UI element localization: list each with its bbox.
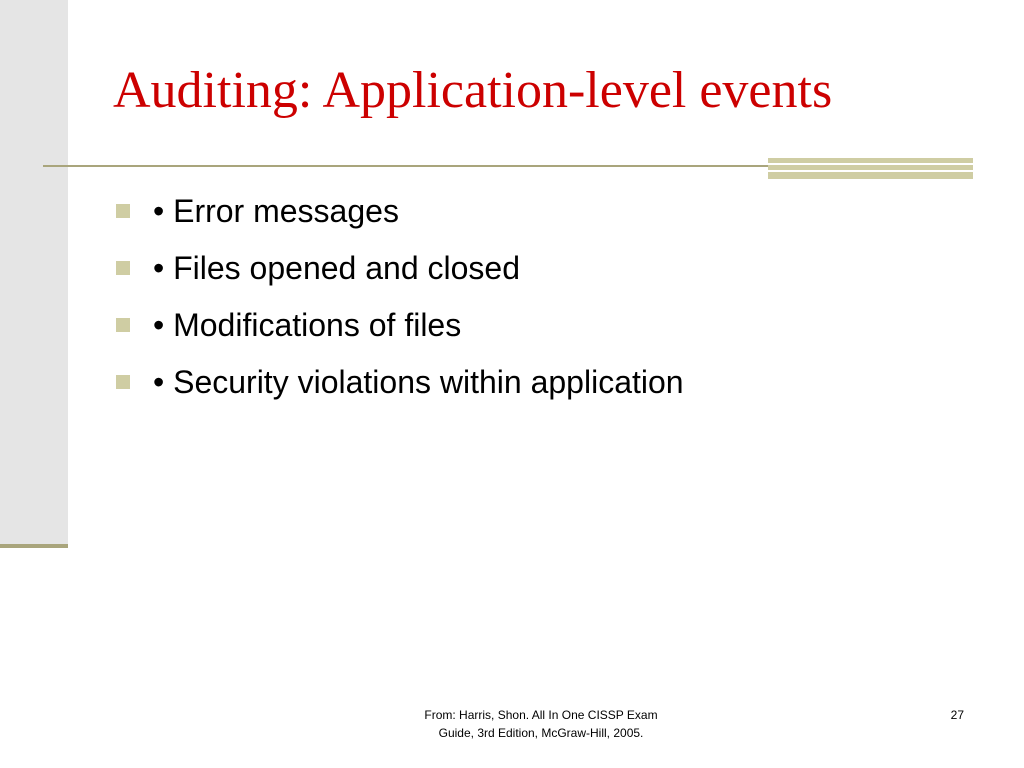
square-bullet-icon [116, 204, 130, 218]
square-bullet-icon [116, 261, 130, 275]
title-rule [43, 165, 768, 167]
side-panel [0, 0, 68, 546]
accent-bar [768, 158, 973, 163]
accent-bars [768, 158, 973, 179]
side-panel-rule [0, 544, 68, 548]
square-bullet-icon [116, 318, 130, 332]
footer-source-citation: From: Harris, Shon. All In One CISSP Exam Guide, 3rd Edition, McGraw-Hill, 2005. [424, 708, 658, 740]
slide-number: 27 [950, 708, 964, 722]
bullet-text: • Modifications of files [153, 307, 462, 343]
bullet-text: • Files opened and closed [153, 250, 520, 286]
slide-title: Auditing: Application-level events [113, 62, 833, 119]
bullet-text: • Security violations within application [153, 364, 684, 400]
accent-bar [768, 165, 973, 170]
square-bullet-icon [116, 375, 130, 389]
accent-bar [768, 172, 973, 179]
bullet-text: • Error messages [153, 193, 399, 229]
